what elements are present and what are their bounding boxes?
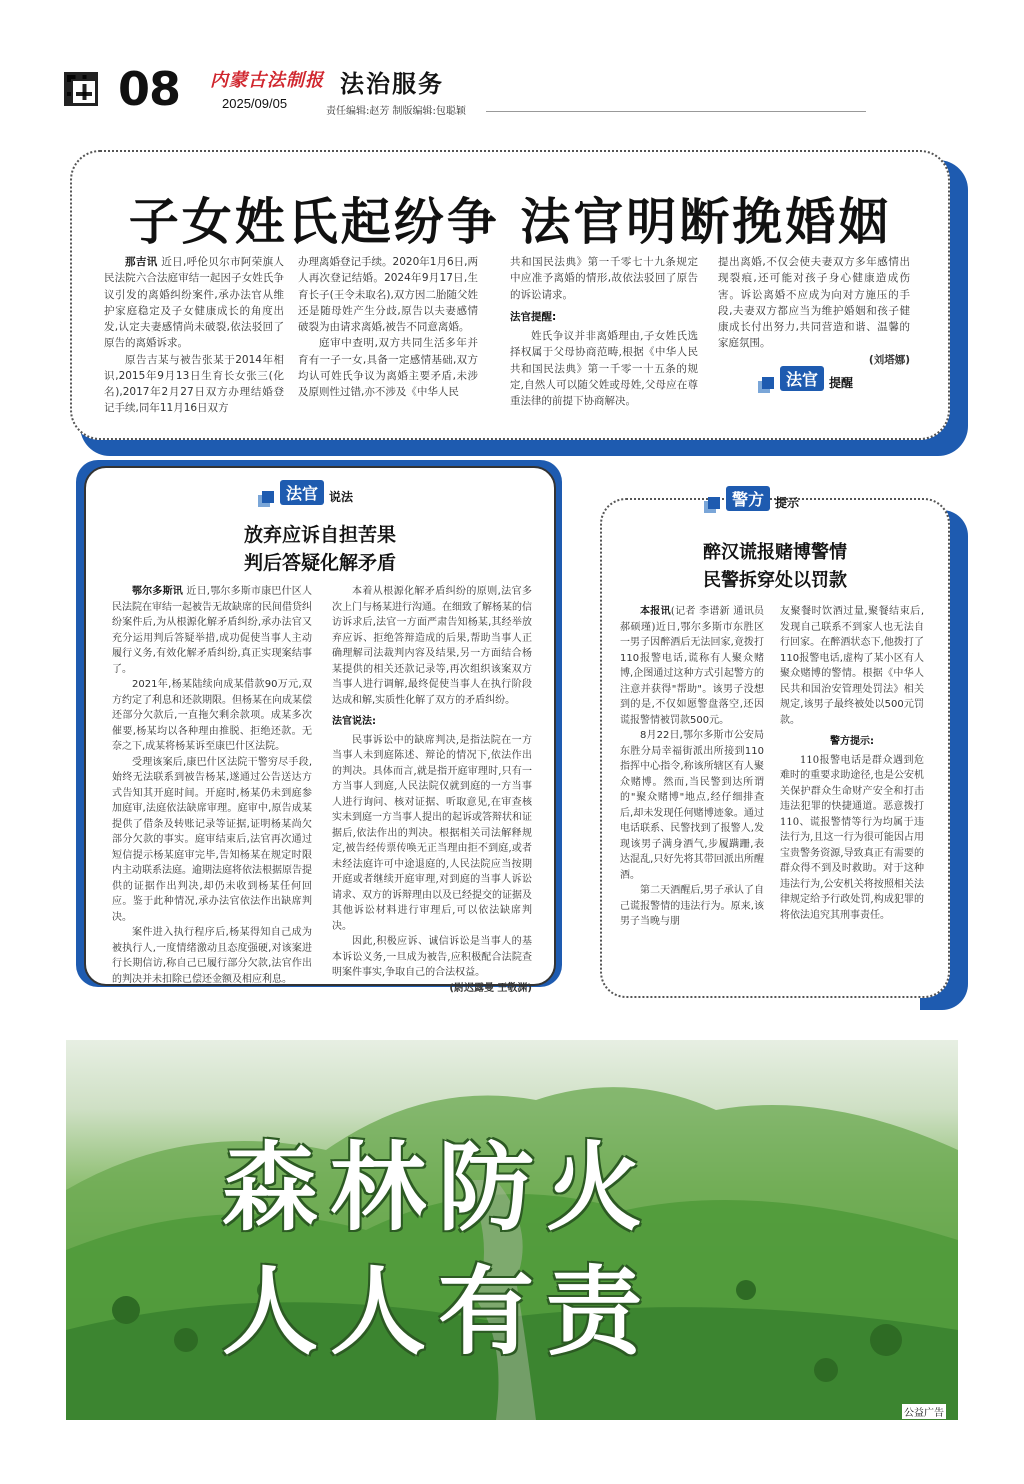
page-header: [0, 0, 1024, 130]
paragraph: 110报警电话是群众遇到危难时的重要求助途径,也是公安机关保护群众生命财产安全和打击违法犯罪的快捷通道。恶意拨打110、谎报警情等行为均属于违法行为,且这一行为很可能因占用宝贵警务资源,导致真正有需要的群众得不到及时救助。对于这种违法行为,公安机关将按照相关法律规定给予行政处罚,构成犯罪的将依法追究其刑事责任。: [780, 754, 924, 921]
dateline: 鄂尔多斯讯: [132, 586, 184, 597]
judge-says-badge: [262, 480, 353, 505]
ad-slogan-line-2: 人人有责: [222, 1256, 654, 1368]
tip-text: 提出离婚,不仅会使夫妻双方多年感情出现裂痕,还可能对孩子身心健康造成伤害。诉讼离婚不应成为向对方施压的手段,夫妻双方都应当为维护婚姻和孩子健康成长付出努力,共同营造和谐、温馨的家庭氛围。: [718, 256, 910, 350]
paragraph: 近日,鄂尔多斯市东胜区一男子因醉酒后无法回家,竟拨打110报警电话,谎称有人聚众赌博,企图通过这种方式引起警方的注意并获得"帮助"。该男子没想到的是,不仅如愿警盘落空,还因谎报警情被罚款500元。: [620, 621, 764, 726]
paragraph: 友聚餐时饮酒过量,聚餐结束后,发现自己联系不到家人也无法自行回家。在醉酒状态下,他拨打了110报警电话,虚构了某小区有人聚众赌博的警情。根据《中华人民共和国治安管理处罚法》相关规定,该男子最终被处以500元罚款。: [780, 606, 924, 726]
left-col-2: [332, 584, 532, 996]
paragraph: 因此,积极应诉、诚信诉讼是当事人的基本诉讼义务,一旦成为被告,应积极配合法院查明案件事实,争取自己的合法权益。: [332, 936, 532, 978]
paragraph: 本着从根源化解矛盾纠纷的原则,法官多次上门与杨某进行沟通。在细致了解杨某的信访诉求后,法官一方面严肃告知杨某,其经举放弃应诉、拒绝答辩造成的后果,帮助当事人正确理解司法裁判内容及结果,另一方面结合杨某提供的相关还款记录等,再次组织该案双方当事人进行调解,最终促使当事人在执行阶段达成和解,实质性化解了双方的矛盾纠纷。: [332, 586, 532, 706]
paragraph: 受理该案后,康巴什区法院干警穷尽手段,始终无法联系到被告杨某,遂通过公告送达方式告知其开庭时间。开庭时,杨某仍未到庭参加庭审,法庭依法缺席审理。庭审中,原告成某提供了借条及转账记录等证据,证明杨某尚欠部分欠款的事实。庭审结束后,法官再次通过短信提示杨某庭审完毕,告知杨某在规定时限内主动联系法庭。逾期法庭将依法根据原告提供的证据作出判决,却仍未收到杨某任何回应。鉴于此种情况,承办法官依法作出缺席判决。: [112, 756, 312, 923]
badge-sub: 提示: [775, 496, 800, 510]
section-title: 法治服务: [340, 69, 444, 98]
top-col-1: [104, 254, 284, 417]
top-article-headline: 子女姓氏起纷争 法官明断挽婚姻: [128, 192, 892, 251]
paragraph: 办理离婚登记手续。2020年1月6日,两人再次登记结婚。2024年9月17日,生育长子(王令未取名),双方因二胎随父姓还是随母姓产生分歧,原告以夫妻感情破裂为由请求离婚,被告不同意离婚。: [298, 256, 478, 334]
left-article-title-2: 判后答疑化解矛盾: [243, 552, 396, 574]
reporter: (记者 李谱新 通讯员 郝硕瑾): [620, 606, 765, 633]
ad-slogan-line-1: 森林防火: [222, 1132, 654, 1244]
badge-square-icon: [708, 497, 720, 509]
badge-main: 法官: [780, 366, 824, 391]
paragraph: 近日,鄂尔多斯市康巴什区人民法院在审结一起被告无故缺席的民间借贷纠纷案件后,为从根源化解矛盾纠纷,承办法官又充分运用判后答疑举措,成功促使当事人主动履行义务,有效化解矛盾纠纷,真正实现案结事了。: [112, 586, 313, 675]
qr-code-icon[interactable]: [64, 72, 98, 106]
paragraph: 第二天酒醒后,男子承认了自己谎报警情的违法行为。原来,该男子当晚与朋: [620, 885, 764, 927]
badge-main: 法官: [280, 480, 324, 505]
right-article-title-2: 民警拆穿处以罚款: [703, 570, 847, 591]
public-service-ad-tag: 公益广告: [902, 1404, 946, 1419]
right-col-1: [620, 604, 764, 930]
police-tip-badge: [708, 486, 799, 511]
top-col-4: [718, 254, 910, 368]
judge-reminder-badge: [762, 366, 853, 391]
author: (刘塔娜): [868, 353, 910, 366]
paragraph: 庭审中查明,双方共同生活多年并育有一子一女,具备一定感情基础,双方均认可姓氏争议为离婚主要矛盾,未涉及原则性过错,亦不涉及《中华人民: [298, 337, 478, 399]
dateline: 本报讯: [640, 606, 671, 617]
badge-square-icon: [762, 377, 774, 389]
paragraph: 民事诉讼中的缺席判决,是指法院在一方当事人未到庭陈述、辩论的情况下,依法作出的判决。具体而言,就是指开庭审理时,只有一方当事人到庭,人民法院仅就到庭的一方当事人进行询问、核对证据、听取意见,在审查核实未到庭一方当事人提出的起诉或答辩状和证据后,依法作出的判决。根据相关司法解释规定,被告经传票传唤无正当理由拒不到庭,或者未经法庭许可中途退庭的,人民法院应当按期开庭或者继续开庭审理,对到庭的当事人诉讼请求、双方的诉辩理由以及已经提交的证据及其他诉讼材料进行审理后,可以依法缺席判决。: [332, 734, 532, 932]
badge-square-icon: [262, 491, 274, 503]
author: (尉迟露曼 王敬渊): [449, 982, 532, 994]
right-article: [600, 490, 950, 998]
subheading: 警方提示:: [830, 736, 874, 747]
masthead-logo: 内蒙古法制报: [210, 70, 324, 91]
left-article-title-1: 放弃应诉自担苦果: [243, 524, 396, 546]
left-article: [84, 466, 556, 994]
subheading: 法官说法:: [332, 716, 376, 727]
right-article-title-1: 醉汉谎报赌博警情: [703, 542, 847, 563]
paragraph: 2021年,杨某陆续向成某借款90万元,双方约定了利息和还款期限。但杨某在向成某偿还部分欠款后,一直拖欠剩余款项。成某多次催要,杨某均以各种理由推脱、拒绝还款。无奈之下,成某将杨某诉至康巴什区法院。: [112, 679, 312, 752]
header-divider: [486, 111, 866, 112]
paragraph: 共和国民法典》第一千零七十九条规定中应准予离婚的情形,故依法驳回了原告的诉讼请求。: [510, 256, 698, 301]
badge-sub: 提醒: [829, 376, 854, 390]
editor-credits: 责任编辑:赵芳 制版编辑:包聪颖: [326, 106, 466, 117]
badge-sub: 说法: [329, 490, 354, 504]
paragraph: 8月22日,鄂尔多斯市公安局东胜分局幸福街派出所接到110指挥中心指令,称该所辖区有人聚众赌博。然而,当民警到达所谓的"聚众赌博"地点,经仔细排查后,却未发现任何赌博迹象。通过电话联系、民警找到了报警人,发现该男子满身酒气,步履蹒跚,表达混乱,只好先将其带回派出所醒酒。: [620, 730, 764, 881]
paragraph: 近日,呼伦贝尔市阿荣旗人民法院六合法庭审结一起因子女姓氏争议引发的离婚纠纷案件,承办法官从维护家庭稳定及子女健康成长的角度出发,认定夫妻感情尚未破裂,依法驳回了原告的离婚诉求。: [104, 256, 284, 350]
publish-date: 2025/09/05: [222, 96, 288, 111]
top-col-2: [298, 254, 478, 400]
top-article: [70, 150, 950, 440]
left-col-1: [112, 584, 312, 987]
page-number: 08: [118, 62, 181, 116]
tip-text: 姓氏争议并非离婚理由,子女姓氏选择权属于父母协商范畴,根据《中华人民共和国民法典》第一千零一十五条的规定,自然人可以随父姓或母姓,父母应在尊重法律的前提下协商解决。: [510, 330, 698, 408]
right-col-2: [780, 604, 924, 923]
top-col-3: [510, 254, 698, 409]
tip-heading: 法官提醒:: [510, 310, 557, 323]
paragraph: 原告吉某与被告张某于2014年相识,2015年9月13日生育长女张三(化名),2017年2月27日双方办理结婚登记手续,同年11月16日双方: [104, 353, 284, 415]
dateline: 那吉讯: [125, 256, 158, 268]
badge-main: 警方: [726, 486, 770, 511]
paragraph: 案件进入执行程序后,杨某得知自己成为被执行人,一度情绪激动且态度强硬,对该案进行长期信访,称自己已履行部分欠款,法官作出的判决并未扣除已偿还金额及相应利息。: [112, 927, 312, 985]
